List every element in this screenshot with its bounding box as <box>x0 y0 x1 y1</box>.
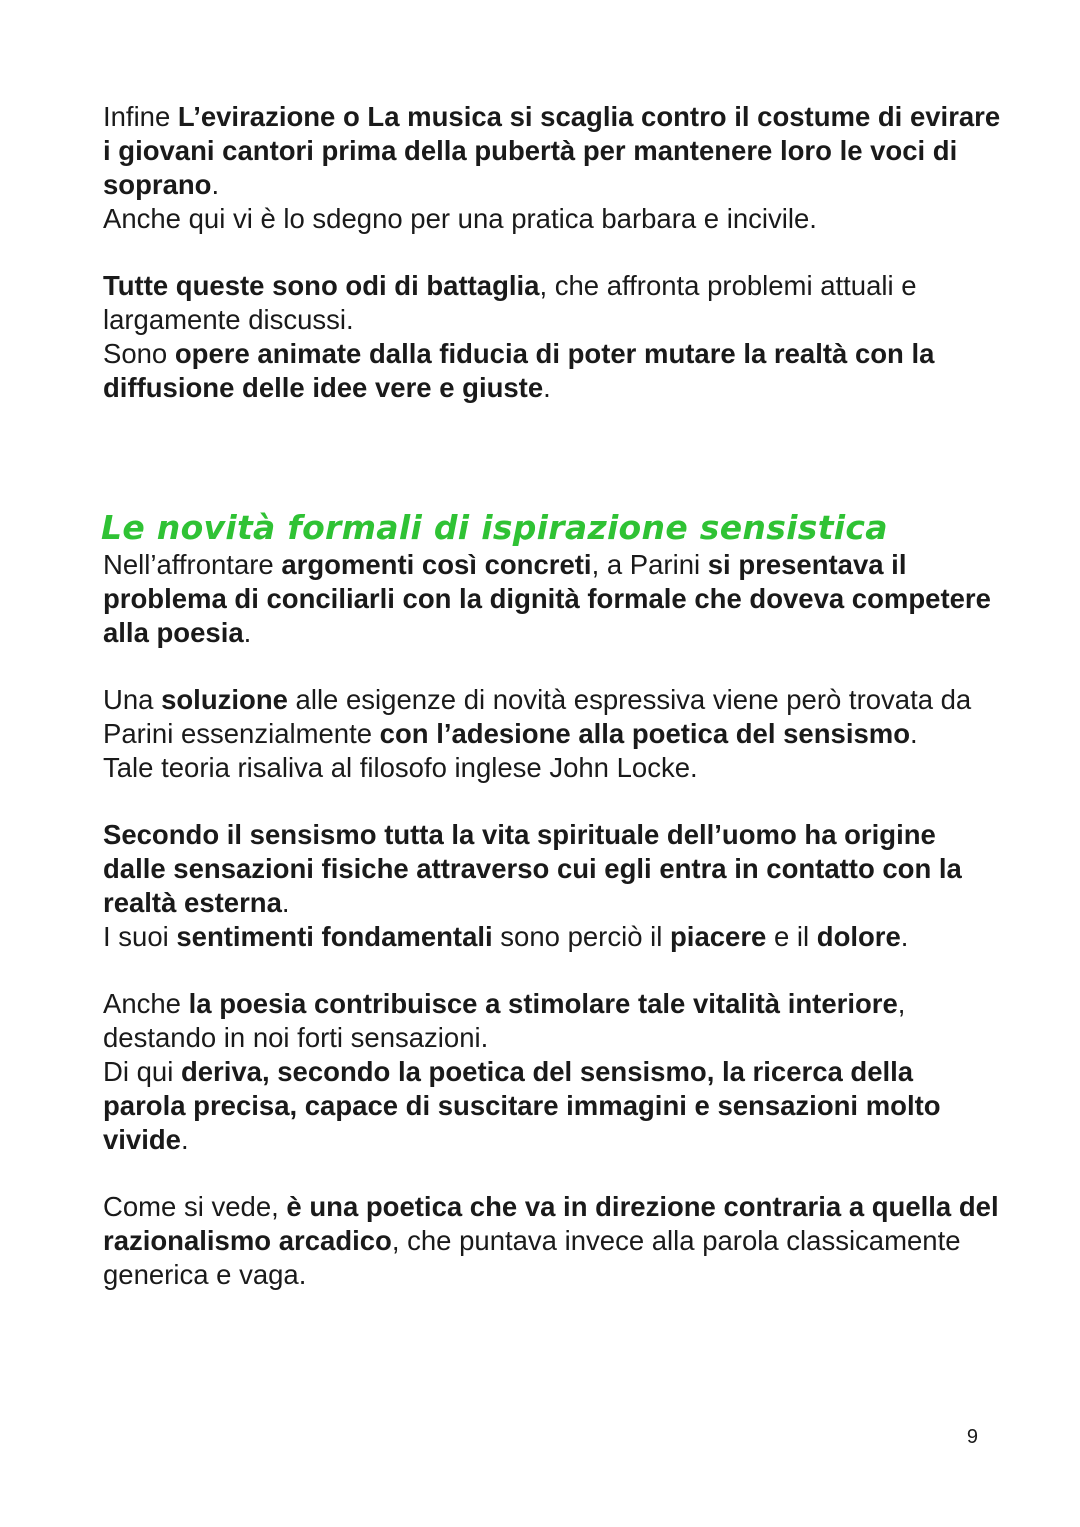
bold-text: Tutte queste sono odi di battaglia <box>103 270 540 301</box>
text: . <box>243 617 252 648</box>
paragraph <box>103 1190 1003 1292</box>
paragraph <box>103 818 1003 920</box>
text: . <box>211 169 220 200</box>
paragraph-gap <box>103 650 1003 683</box>
text: Sono <box>103 338 175 369</box>
paragraph <box>103 548 1003 650</box>
paragraph-gap <box>103 954 1003 987</box>
bold-text: è una poetica che va in direzione contraria a quella del razionalismo arcadico <box>103 1191 999 1256</box>
text: . <box>900 921 909 952</box>
bold-text: con l’adesione alla poetica del sensismo <box>379 718 911 749</box>
text: , che affronta problemi attuali e largamente discussi. <box>103 270 917 335</box>
paragraph <box>103 1055 1003 1157</box>
page-number: 9 <box>966 1426 978 1448</box>
text: . <box>910 718 918 749</box>
text: alle esigenze di novità espressiva viene però trovata da Parini essenzialmente <box>103 684 972 749</box>
bold-text: sentimenti fondamentali <box>176 921 493 952</box>
text: sono perciò il <box>492 921 670 952</box>
bold-text: si presentava il problema di conciliarli con la dignità formale che doveva competere alla poesia <box>103 549 991 648</box>
bold-text: argomenti così concreti <box>281 549 592 580</box>
paragraph <box>103 202 1003 236</box>
paragraph-gap <box>103 1157 1003 1190</box>
text: , che puntava invece alla parola classicamente generica e vaga. <box>103 1225 961 1290</box>
block-4 <box>103 683 1003 785</box>
bold-text: la poesia contribuisce a stimolare tale vitalità interiore <box>188 988 898 1019</box>
block-3 <box>103 548 1003 650</box>
text: Anche qui vi è lo sdegno per una pratica barbara e incivile. <box>103 203 817 234</box>
text: Infine <box>103 101 178 132</box>
paragraph <box>103 920 1003 954</box>
text: . <box>543 372 551 403</box>
paragraph <box>103 683 1003 751</box>
text: Tale teoria risaliva al filosofo inglese John Locke. <box>103 752 698 783</box>
block-7 <box>103 1190 1003 1292</box>
bold-text: soluzione <box>161 684 288 715</box>
section-gap <box>103 405 1003 506</box>
bold-text: Secondo il sensismo tutta la vita spirituale dell’uomo ha origine dalle sensazioni fisiche attraverso cui egli entra in contatto con la realtà esterna <box>103 819 962 918</box>
bold-text: deriva, secondo la poetica del sensismo, la ricerca della parola precisa, capace di suscitare immagini e sensazioni molto vivide <box>103 1056 941 1155</box>
text: Nell’affrontare <box>103 549 282 580</box>
text: I suoi <box>103 921 177 952</box>
text: e il <box>766 921 817 952</box>
paragraph-gap <box>103 236 1003 269</box>
block-5 <box>103 818 1003 954</box>
section-heading: Le novità formali di ispirazione sensistica <box>101 508 888 547</box>
bold-text: opere animate dalla fiducia di poter mutare la realtà con la diffusione delle idee vere e giuste <box>103 338 935 403</box>
paragraph <box>103 337 1003 405</box>
bold-text: L’evirazione o La musica si scaglia contro il costume di evirare i giovani cantori prima della pubertà per mantenere loro le voci di soprano <box>103 101 1001 200</box>
paragraph <box>103 751 1003 785</box>
block-2 <box>103 269 1003 405</box>
paragraph-gap <box>103 785 1003 818</box>
text: . <box>281 887 290 918</box>
bold-text: dolore <box>816 921 901 952</box>
text: Di qui <box>103 1056 181 1087</box>
paragraph <box>103 269 1003 337</box>
text: . <box>180 1124 189 1155</box>
block-1 <box>103 100 1003 236</box>
text: , a Parini <box>591 549 708 580</box>
bold-text: piacere <box>670 921 767 952</box>
paragraph <box>103 987 1003 1055</box>
text: Una <box>103 684 162 715</box>
block-6 <box>103 987 1003 1157</box>
text: , destando in noi forti sensazioni. <box>103 988 906 1053</box>
text: Come si vede, <box>103 1191 287 1222</box>
page-content <box>103 100 1003 1292</box>
paragraph <box>103 100 1003 202</box>
text: Anche <box>103 988 189 1019</box>
